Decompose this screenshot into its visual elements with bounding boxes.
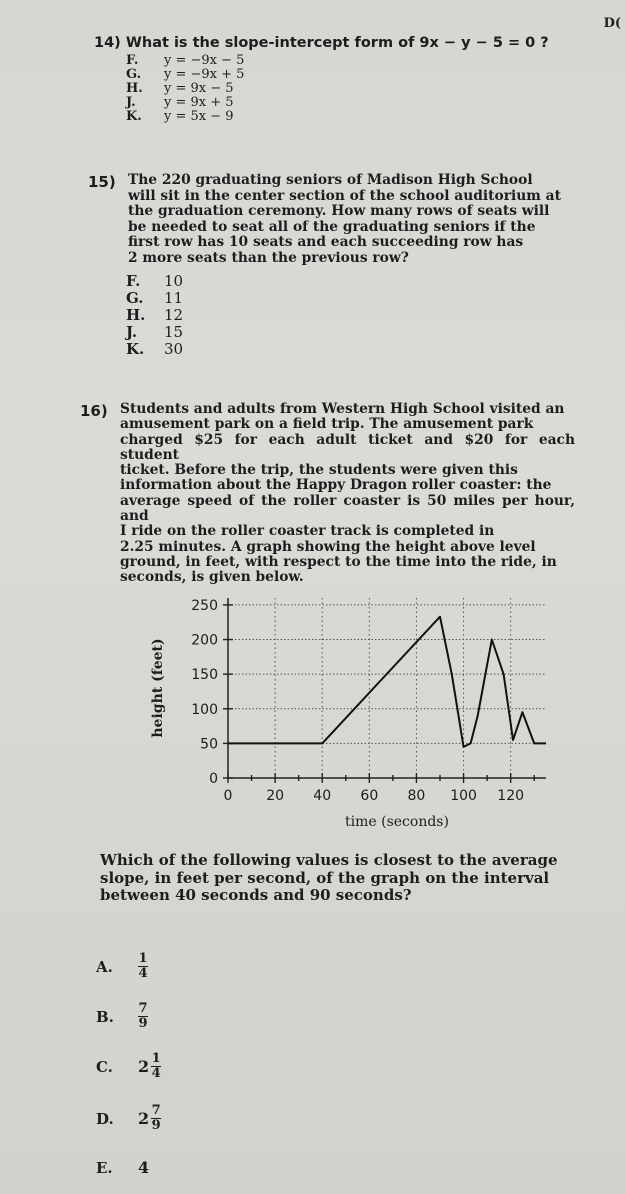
y-tick-label: 50 (200, 736, 218, 753)
choice-text: y = 9x + 5 (164, 95, 234, 110)
whole-part: 2 (138, 1057, 150, 1076)
text-line: first row has 10 seats and each succeeding row has (128, 234, 524, 251)
fraction (151, 1104, 161, 1133)
choice-letter: H. (126, 305, 146, 324)
choice-f[interactable] (126, 273, 588, 290)
x-tick-label: 80 (407, 788, 426, 804)
numerator: 7 (138, 1001, 148, 1016)
choice-j[interactable] (126, 324, 588, 341)
question-16-prompt (100, 852, 600, 905)
text-line: slope, in feet per second, of the graph on the interval (100, 868, 550, 887)
choice-letter: G. (126, 67, 142, 82)
choice-text: 30 (164, 339, 184, 358)
text-line: 2.25 minutes. A graph showing the height above level (120, 538, 536, 555)
choice-text: y = 9x − 5 (164, 81, 234, 96)
answer-c[interactable] (96, 1052, 161, 1081)
y-tick-label: 150 (191, 667, 218, 684)
question-14-number: 14) (94, 35, 121, 51)
chart-svg (140, 588, 560, 840)
fraction (138, 1002, 148, 1031)
answer-a[interactable] (96, 952, 148, 981)
text-line: Students and adults from Western High School visited an (120, 401, 565, 417)
question-14 (94, 34, 594, 124)
height-time-chart (140, 588, 560, 840)
numerator: 7 (151, 1103, 161, 1118)
x-tick-label: 120 (497, 788, 525, 804)
numerator: 1 (151, 1051, 161, 1066)
answer-letter: B. (96, 1007, 114, 1026)
choice-h[interactable] (126, 82, 594, 96)
choice-letter: F. (126, 53, 139, 68)
choice-letter: J. (126, 95, 136, 110)
text-line: between 40 seconds and 90 seconds? (100, 886, 412, 904)
answer-e[interactable] (96, 1158, 149, 1177)
text-line: ticket. Before the trip, the students were given this (120, 462, 518, 479)
choice-h[interactable] (126, 307, 588, 324)
fraction (151, 1052, 161, 1081)
y-tick-label: 200 (191, 632, 218, 649)
question-16-number: 16) (80, 402, 108, 420)
y-axis-label: height (feet) (150, 638, 166, 738)
choice-k[interactable] (126, 341, 588, 358)
choice-text: 10 (164, 271, 184, 290)
answer-letter: E. (96, 1158, 113, 1177)
text-line: the graduation ceremony. How many rows of seats will (128, 203, 550, 220)
question-14-choices (126, 54, 594, 124)
denominator: 4 (138, 966, 148, 981)
denominator: 9 (151, 1118, 161, 1133)
question-16-text (120, 402, 575, 586)
series-line-height (228, 617, 546, 747)
answer-letter: A. (96, 957, 113, 976)
question-15-text (128, 173, 580, 267)
text-line: The 220 graduating seniors of Madison High School (128, 172, 533, 188)
choice-text: 12 (164, 305, 184, 324)
question-16-prompt-text (100, 852, 590, 905)
corner-fragment-text: D( (603, 16, 621, 31)
choice-letter: G. (126, 288, 144, 307)
y-tick-label: 0 (209, 771, 218, 787)
question-16 (80, 402, 600, 586)
text-line: I ride on the roller coaster track is completed in (120, 523, 495, 540)
choice-f[interactable] (126, 54, 594, 68)
answer-text: 4 (138, 1158, 150, 1177)
whole-part: 2 (138, 1109, 150, 1128)
choice-letter: J. (126, 322, 138, 341)
text-line: amusement park on a field trip. The amusement park (120, 416, 534, 433)
choice-letter: H. (126, 81, 143, 96)
question-15 (88, 173, 588, 358)
text-line: charged $25 for each adult ticket and $20 for each student (120, 431, 575, 463)
x-tick-label: 60 (360, 788, 379, 804)
denominator: 4 (151, 1066, 161, 1081)
x-axis-label: time (seconds) (345, 814, 449, 830)
question-14-text: What is the slope-intercept form of 9x − y − 5 = 0 ? (125, 35, 549, 51)
x-tick-label: 40 (313, 788, 332, 804)
y-tick-label: 100 (191, 701, 218, 718)
choice-letter: K. (126, 339, 145, 358)
choice-text: y = −9x − 5 (164, 53, 245, 68)
numerator: 1 (138, 951, 148, 966)
question-14-header (94, 34, 594, 52)
denominator: 9 (138, 1016, 148, 1031)
text-line: will sit in the center section of the school auditorium at (128, 187, 561, 204)
choice-j[interactable] (126, 96, 594, 110)
mixed-number (138, 1104, 161, 1133)
choice-text: y = 5x − 9 (164, 109, 234, 124)
answer-d[interactable] (96, 1104, 161, 1133)
fraction (138, 952, 148, 981)
choice-text: 15 (164, 322, 184, 341)
text-line: 2 more seats than the previous row? (128, 249, 409, 266)
choice-k[interactable] (126, 110, 594, 124)
choice-text: 11 (164, 288, 184, 307)
choice-letter: K. (126, 109, 142, 124)
x-tick-label: 20 (266, 788, 285, 804)
answer-letter: D. (96, 1109, 114, 1128)
text-line: be needed to seat all of the graduating seniors if the (128, 218, 536, 235)
text-line: average speed of the roller coaster is 50 miles per hour, and (120, 492, 575, 525)
answer-letter: C. (96, 1057, 113, 1076)
y-tick-label: 250 (191, 597, 218, 614)
choice-letter: F. (126, 271, 141, 290)
choice-g[interactable] (126, 68, 594, 82)
text-line: seconds, is given below. (120, 569, 304, 586)
choice-g[interactable] (126, 290, 588, 307)
text-line: information about the Happy Dragon roller coaster: the (120, 477, 552, 494)
text-line: ground, in feet, with respect to the time into the ride, in (120, 553, 557, 570)
question-15-choices (126, 273, 588, 358)
answer-b[interactable] (96, 1002, 148, 1031)
question-15-number: 15) (88, 173, 116, 191)
x-tick-label: 0 (223, 788, 233, 804)
text-line: Which of the following values is closest to the average (100, 851, 558, 869)
x-tick-label: 100 (450, 788, 477, 804)
choice-text: y = −9x + 5 (164, 67, 245, 82)
mixed-number (138, 1052, 161, 1081)
